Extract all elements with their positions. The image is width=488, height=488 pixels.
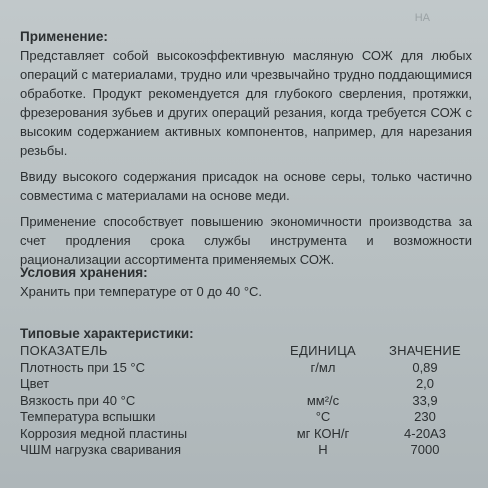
table-row — [20, 376, 472, 393]
application-paragraph: Ввиду высокого содержания присадок на основе серы, только частично совместима с материалами на основе меди. — [20, 169, 472, 203]
parameter-cell: Цвет — [20, 376, 50, 391]
application-paragraph: Применение способствует повышению экономичности производства за счет продления срока службы инструмента и возможности рационализации ассортимента применяемых СОЖ. — [20, 214, 472, 267]
value-cell: 0,89 — [412, 359, 438, 375]
table-row — [20, 409, 472, 426]
parameter-cell: Температура вспышки — [20, 409, 156, 424]
specs-heading: Типовые характеристики: — [20, 326, 194, 341]
column-header-unit: ЕДИНИЦА — [290, 343, 356, 358]
corner-mark: НА — [414, 12, 430, 24]
specs-section — [20, 325, 472, 459]
application-heading: Применение: — [20, 29, 108, 44]
value-cell: 33,9 — [412, 392, 438, 408]
parameter-cell: Плотность при 15 °С — [20, 359, 146, 375]
unit-cell: Н — [318, 442, 328, 457]
table-row — [20, 442, 472, 459]
value-cell: 230 — [414, 409, 436, 424]
value-cell: 7000 — [410, 442, 440, 457]
unit-cell: мг КОН/г — [296, 425, 350, 441]
column-header-parameter: ПОКАЗАТЕЛЬ — [20, 343, 108, 358]
parameter-cell: Вязкость при 40 °С — [20, 392, 136, 408]
unit-cell: мм²/с — [306, 392, 340, 408]
unit-cell — [268, 376, 378, 393]
unit-cell: г/мл — [310, 359, 336, 375]
table-row — [20, 426, 472, 443]
unit-cell: °С — [315, 409, 331, 424]
value-cell: 4-20А3 — [404, 425, 446, 441]
parameter-cell: Коррозия медной пластины — [20, 425, 188, 441]
table-header-row — [20, 343, 472, 360]
storage-text: Хранить при температуре от 0 до 40 °С. — [20, 284, 263, 299]
column-header-value: ЗНАЧЕНИЕ — [388, 343, 462, 358]
storage-section — [20, 264, 472, 301]
table-row — [20, 360, 472, 377]
application-paragraph: Представляет собой высокоэффективную масляную СОЖ для любых операций с материалами, трудно или чрезвычайно трудно поддающимися обработке. Продукт рекомендуется для глубокого сверления, протяжки, фрезерования зубьев и других операций резания, когда требуется СОЖ с высоким содержанием активных компонентов, например, для нарезания резьбы. — [20, 48, 472, 158]
table-row — [20, 393, 472, 410]
storage-heading: Условия хранения: — [20, 265, 148, 280]
parameter-cell: ЧШМ нагрузка сваривания — [20, 442, 181, 457]
application-section — [20, 28, 472, 269]
value-cell: 2,0 — [415, 376, 435, 391]
specs-table — [20, 343, 472, 459]
